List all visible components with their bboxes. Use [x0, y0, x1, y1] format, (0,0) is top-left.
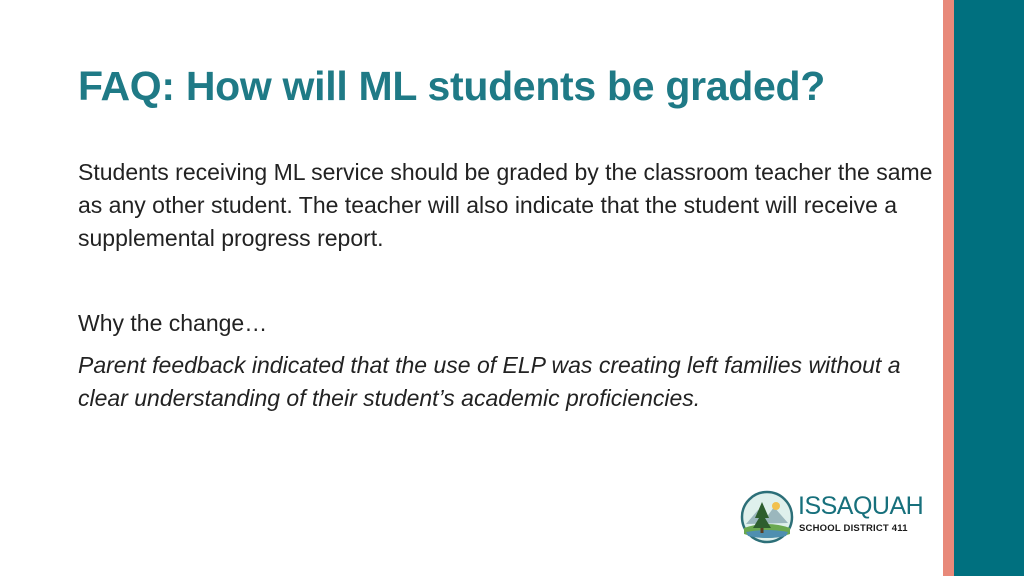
side-bar: [954, 0, 1024, 576]
accent-stripe: [943, 0, 954, 576]
logo-name: ISSAQUAH: [798, 492, 924, 520]
mountain-tree-emblem-icon: [740, 490, 794, 544]
slide-title: FAQ: How will ML students be graded?: [78, 63, 825, 109]
why-heading: Why the change…: [78, 310, 268, 336]
logo-subtitle: SCHOOL DISTRICT 411: [799, 523, 908, 534]
why-explanation: Parent feedback indicated that the use of ELP was creating left families without a clear understanding of their student’s academic proficiencies.: [78, 352, 901, 411]
district-logo: [740, 490, 930, 546]
body-paragraph: Students receiving ML service should be graded by the classroom teacher the same as any other student. The teacher will also indicate that the student will receive a supplemental progress report.: [78, 159, 933, 251]
